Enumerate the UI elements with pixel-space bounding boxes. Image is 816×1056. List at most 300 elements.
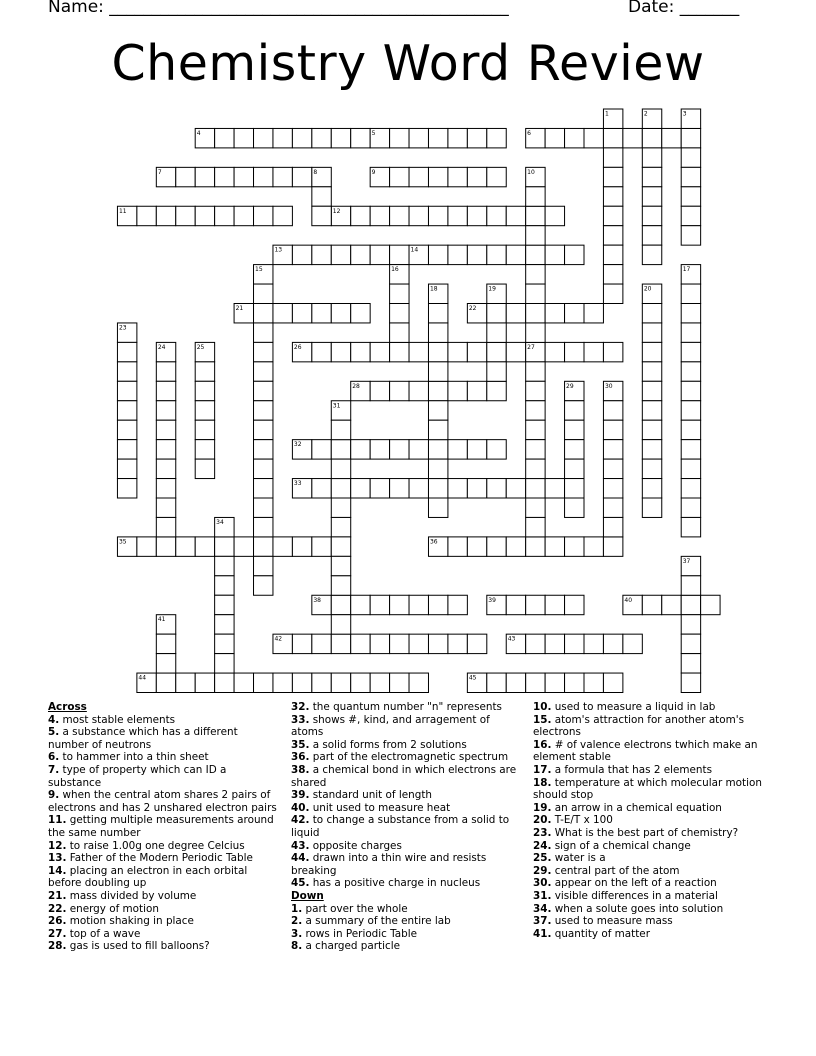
grid-cell[interactable] [234,167,253,186]
grid-cell[interactable] [195,673,214,692]
grid-cell[interactable] [448,537,467,556]
grid-cell[interactable] [331,517,350,536]
grid-cell[interactable] [254,167,273,186]
grid-cell[interactable] [273,167,292,186]
grid-cell[interactable] [642,459,661,478]
grid-cell[interactable] [506,479,525,498]
grid-cell[interactable] [428,362,447,381]
grid-cell[interactable] [545,673,564,692]
grid-cell[interactable] [662,595,681,614]
grid-cell[interactable] [254,556,273,575]
grid-cell[interactable] [312,440,331,459]
grid-cell[interactable] [254,498,273,517]
grid-cell[interactable] [681,440,700,459]
grid-cell[interactable] [390,381,409,400]
grid-cell[interactable] [409,595,428,614]
grid-cell[interactable] [681,634,700,653]
grid-cell[interactable] [565,595,584,614]
grid-cell[interactable] [642,128,661,147]
grid-cell[interactable] [312,187,331,206]
grid-cell[interactable] [195,440,214,459]
grid-cell[interactable] [390,595,409,614]
grid-cell[interactable] [603,128,622,147]
grid-cell[interactable] [390,440,409,459]
grid-cell[interactable] [506,342,525,361]
grid-cell[interactable] [215,595,234,614]
grid-cell[interactable] [526,440,545,459]
grid-cell[interactable] [312,206,331,225]
grid-cell[interactable] [351,245,370,264]
grid-cell[interactable] [428,459,447,478]
grid-cell[interactable] [254,284,273,303]
grid-cell[interactable] [467,245,486,264]
grid-cell[interactable] [642,401,661,420]
grid-cell[interactable] [681,401,700,420]
grid-cell[interactable] [565,459,584,478]
grid-cell[interactable] [370,595,389,614]
grid-cell[interactable] [428,381,447,400]
grid-cell[interactable] [234,537,253,556]
grid-cell[interactable] [565,128,584,147]
grid-cell[interactable] [467,479,486,498]
grid-cell[interactable] [526,595,545,614]
grid-cell[interactable] [526,284,545,303]
grid-cell[interactable] [351,206,370,225]
grid-cell[interactable] [370,440,389,459]
grid-cell[interactable] [292,167,311,186]
grid-cell[interactable] [545,595,564,614]
grid-cell[interactable] [254,323,273,342]
grid-cell[interactable] [565,401,584,420]
grid-cell[interactable] [331,595,350,614]
grid-cell[interactable] [526,459,545,478]
grid-cell[interactable] [448,634,467,653]
grid-cell[interactable] [642,245,661,264]
grid-cell[interactable] [487,440,506,459]
grid-cell[interactable] [215,576,234,595]
grid-cell[interactable] [254,537,273,556]
grid-cell[interactable] [526,187,545,206]
grid-cell[interactable] [117,401,136,420]
grid-cell[interactable] [370,479,389,498]
grid-cell[interactable] [487,206,506,225]
grid-cell[interactable] [681,381,700,400]
grid-cell[interactable] [565,537,584,556]
grid-cell[interactable] [351,673,370,692]
grid-cell[interactable] [642,342,661,361]
grid-cell[interactable] [176,537,195,556]
grid-cell[interactable] [603,673,622,692]
grid-cell[interactable] [156,459,175,478]
grid-cell[interactable] [642,381,661,400]
grid-cell[interactable] [701,595,720,614]
grid-cell[interactable] [565,245,584,264]
grid-cell[interactable] [292,634,311,653]
grid-cell[interactable] [565,420,584,439]
grid-cell[interactable] [448,128,467,147]
grid-cell[interactable] [195,381,214,400]
grid-cell[interactable] [681,323,700,342]
grid-cell[interactable] [681,148,700,167]
grid-cell[interactable] [545,537,564,556]
grid-cell[interactable] [215,673,234,692]
grid-cell[interactable] [117,459,136,478]
grid-cell[interactable] [642,479,661,498]
grid-cell[interactable] [681,654,700,673]
grid-cell[interactable] [506,537,525,556]
grid-cell[interactable] [603,420,622,439]
grid-cell[interactable] [642,187,661,206]
grid-cell[interactable] [195,537,214,556]
grid-cell[interactable] [215,615,234,634]
grid-cell[interactable] [254,459,273,478]
grid-cell[interactable] [603,479,622,498]
grid-cell[interactable] [156,420,175,439]
grid-cell[interactable] [584,537,603,556]
grid-cell[interactable] [506,245,525,264]
grid-cell[interactable] [428,440,447,459]
grid-cell[interactable] [448,440,467,459]
grid-cell[interactable] [526,517,545,536]
grid-cell[interactable] [331,245,350,264]
grid-cell[interactable] [448,245,467,264]
grid-cell[interactable] [351,595,370,614]
grid-cell[interactable] [603,401,622,420]
grid-cell[interactable] [487,381,506,400]
grid-cell[interactable] [254,206,273,225]
grid-cell[interactable] [487,128,506,147]
grid-cell[interactable] [390,128,409,147]
grid-cell[interactable] [312,479,331,498]
grid-cell[interactable] [681,459,700,478]
grid-cell[interactable] [428,498,447,517]
grid-cell[interactable] [681,576,700,595]
grid-cell[interactable] [603,634,622,653]
grid-cell[interactable] [526,265,545,284]
grid-cell[interactable] [526,498,545,517]
grid-cell[interactable] [545,479,564,498]
grid-cell[interactable] [273,206,292,225]
grid-cell[interactable] [409,479,428,498]
grid-cell[interactable] [467,537,486,556]
grid-cell[interactable] [526,634,545,653]
grid-cell[interactable] [428,304,447,323]
grid-cell[interactable] [117,342,136,361]
grid-cell[interactable] [642,362,661,381]
grid-cell[interactable] [409,634,428,653]
grid-cell[interactable] [487,304,506,323]
grid-cell[interactable] [156,401,175,420]
grid-cell[interactable] [428,595,447,614]
grid-cell[interactable] [565,498,584,517]
grid-cell[interactable] [370,245,389,264]
grid-cell[interactable] [603,226,622,245]
grid-cell[interactable] [331,459,350,478]
grid-cell[interactable] [467,342,486,361]
grid-cell[interactable] [331,128,350,147]
grid-cell[interactable] [603,284,622,303]
grid-cell[interactable] [603,167,622,186]
grid-cell[interactable] [254,517,273,536]
grid-cell[interactable] [390,284,409,303]
grid-cell[interactable] [603,265,622,284]
grid-cell[interactable] [584,634,603,653]
grid-cell[interactable] [681,226,700,245]
grid-cell[interactable] [526,673,545,692]
grid-cell[interactable] [642,323,661,342]
grid-cell[interactable] [390,479,409,498]
grid-cell[interactable] [506,595,525,614]
grid-cell[interactable] [526,420,545,439]
grid-cell[interactable] [390,206,409,225]
grid-cell[interactable] [642,440,661,459]
grid-cell[interactable] [623,128,642,147]
grid-cell[interactable] [234,673,253,692]
grid-cell[interactable] [117,420,136,439]
grid-cell[interactable] [487,323,506,342]
grid-cell[interactable] [292,537,311,556]
grid-cell[interactable] [642,420,661,439]
grid-cell[interactable] [428,323,447,342]
grid-cell[interactable] [506,206,525,225]
grid-cell[interactable] [273,673,292,692]
grid-cell[interactable] [467,206,486,225]
grid-cell[interactable] [681,517,700,536]
grid-cell[interactable] [506,304,525,323]
grid-cell[interactable] [545,304,564,323]
grid-cell[interactable] [526,537,545,556]
grid-cell[interactable] [195,401,214,420]
grid-cell[interactable] [603,498,622,517]
grid-cell[interactable] [234,128,253,147]
grid-cell[interactable] [642,167,661,186]
grid-cell[interactable] [331,556,350,575]
grid-cell[interactable] [409,673,428,692]
grid-cell[interactable] [254,576,273,595]
grid-cell[interactable] [681,673,700,692]
grid-cell[interactable] [390,304,409,323]
grid-cell[interactable] [565,304,584,323]
grid-cell[interactable] [681,284,700,303]
grid-cell[interactable] [156,206,175,225]
grid-cell[interactable] [331,420,350,439]
grid-cell[interactable] [603,245,622,264]
grid-cell[interactable] [487,362,506,381]
grid-cell[interactable] [331,615,350,634]
grid-cell[interactable] [351,479,370,498]
grid-cell[interactable] [234,206,253,225]
grid-cell[interactable] [117,440,136,459]
grid-cell[interactable] [681,167,700,186]
grid-cell[interactable] [428,128,447,147]
grid-cell[interactable] [312,304,331,323]
grid-cell[interactable] [331,537,350,556]
grid-cell[interactable] [176,167,195,186]
grid-cell[interactable] [603,517,622,536]
grid-cell[interactable] [331,673,350,692]
grid-cell[interactable] [526,401,545,420]
grid-cell[interactable] [526,245,545,264]
grid-cell[interactable] [681,362,700,381]
grid-cell[interactable] [526,323,545,342]
grid-cell[interactable] [195,167,214,186]
date-field-label[interactable]: Date: _______ [628,0,740,17]
grid-cell[interactable] [487,342,506,361]
grid-cell[interactable] [351,342,370,361]
grid-cell[interactable] [254,128,273,147]
grid-cell[interactable] [428,401,447,420]
grid-cell[interactable] [254,401,273,420]
grid-cell[interactable] [487,537,506,556]
grid-cell[interactable] [312,673,331,692]
grid-cell[interactable] [390,167,409,186]
grid-cell[interactable] [312,537,331,556]
grid-cell[interactable] [137,206,156,225]
grid-cell[interactable] [681,479,700,498]
grid-cell[interactable] [487,245,506,264]
grid-cell[interactable] [409,381,428,400]
grid-cell[interactable] [642,206,661,225]
grid-cell[interactable] [117,362,136,381]
grid-cell[interactable] [331,304,350,323]
grid-cell[interactable] [273,128,292,147]
grid-cell[interactable] [584,128,603,147]
grid-cell[interactable] [428,342,447,361]
grid-cell[interactable] [390,323,409,342]
grid-cell[interactable] [681,615,700,634]
grid-cell[interactable] [526,479,545,498]
grid-cell[interactable] [409,440,428,459]
grid-cell[interactable] [681,206,700,225]
grid-cell[interactable] [467,381,486,400]
grid-cell[interactable] [215,206,234,225]
grid-cell[interactable] [292,245,311,264]
grid-cell[interactable] [428,206,447,225]
grid-cell[interactable] [526,304,545,323]
grid-cell[interactable] [312,342,331,361]
grid-cell[interactable] [370,673,389,692]
grid-cell[interactable] [545,128,564,147]
grid-cell[interactable] [603,148,622,167]
grid-cell[interactable] [603,342,622,361]
grid-cell[interactable] [681,128,700,147]
grid-cell[interactable] [603,206,622,225]
grid-cell[interactable] [603,440,622,459]
grid-cell[interactable] [467,167,486,186]
grid-cell[interactable] [273,304,292,323]
grid-cell[interactable] [254,673,273,692]
grid-cell[interactable] [254,304,273,323]
grid-cell[interactable] [448,381,467,400]
grid-cell[interactable] [117,479,136,498]
grid-cell[interactable] [215,537,234,556]
grid-cell[interactable] [681,595,700,614]
grid-cell[interactable] [565,440,584,459]
grid-cell[interactable] [642,595,661,614]
grid-cell[interactable] [312,128,331,147]
grid-cell[interactable] [565,634,584,653]
grid-cell[interactable] [448,167,467,186]
grid-cell[interactable] [176,206,195,225]
grid-cell[interactable] [390,634,409,653]
grid-cell[interactable] [409,206,428,225]
grid-cell[interactable] [603,537,622,556]
grid-cell[interactable] [642,226,661,245]
grid-cell[interactable] [215,654,234,673]
grid-cell[interactable] [545,245,564,264]
grid-cell[interactable] [195,459,214,478]
grid-cell[interactable] [176,673,195,692]
grid-cell[interactable] [545,206,564,225]
grid-cell[interactable] [526,206,545,225]
grid-cell[interactable] [428,420,447,439]
grid-cell[interactable] [156,634,175,653]
grid-cell[interactable] [156,537,175,556]
grid-cell[interactable] [195,362,214,381]
grid-cell[interactable] [215,128,234,147]
grid-cell[interactable] [409,342,428,361]
grid-cell[interactable] [292,673,311,692]
grid-cell[interactable] [526,381,545,400]
grid-cell[interactable] [215,634,234,653]
grid-cell[interactable] [331,576,350,595]
grid-cell[interactable] [662,128,681,147]
grid-cell[interactable] [156,479,175,498]
grid-cell[interactable] [642,148,661,167]
grid-cell[interactable] [351,304,370,323]
grid-cell[interactable] [117,381,136,400]
grid-cell[interactable] [331,440,350,459]
grid-cell[interactable] [565,342,584,361]
grid-cell[interactable] [681,304,700,323]
grid-cell[interactable] [545,634,564,653]
grid-cell[interactable] [254,479,273,498]
grid-cell[interactable] [390,673,409,692]
grid-cell[interactable] [448,206,467,225]
grid-cell[interactable] [331,342,350,361]
grid-cell[interactable] [215,556,234,575]
grid-cell[interactable] [467,128,486,147]
grid-cell[interactable] [331,498,350,517]
grid-cell[interactable] [156,654,175,673]
grid-cell[interactable] [292,304,311,323]
grid-cell[interactable] [331,479,350,498]
grid-cell[interactable] [642,498,661,517]
grid-cell[interactable] [156,517,175,536]
grid-cell[interactable] [584,342,603,361]
grid-cell[interactable] [545,342,564,361]
grid-cell[interactable] [487,167,506,186]
grid-cell[interactable] [390,342,409,361]
grid-cell[interactable] [312,634,331,653]
grid-cell[interactable] [254,342,273,361]
grid-cell[interactable] [351,440,370,459]
grid-cell[interactable] [390,245,409,264]
grid-cell[interactable] [156,381,175,400]
grid-cell[interactable] [467,634,486,653]
grid-cell[interactable] [487,673,506,692]
grid-cell[interactable] [428,479,447,498]
grid-cell[interactable] [351,128,370,147]
grid-cell[interactable] [428,167,447,186]
grid-cell[interactable] [156,673,175,692]
grid-cell[interactable] [603,187,622,206]
grid-cell[interactable] [584,304,603,323]
name-field-label[interactable]: Name: _______________________________________________ [48,0,509,17]
grid-cell[interactable] [467,440,486,459]
grid-cell[interactable] [292,128,311,147]
grid-cell[interactable] [254,440,273,459]
